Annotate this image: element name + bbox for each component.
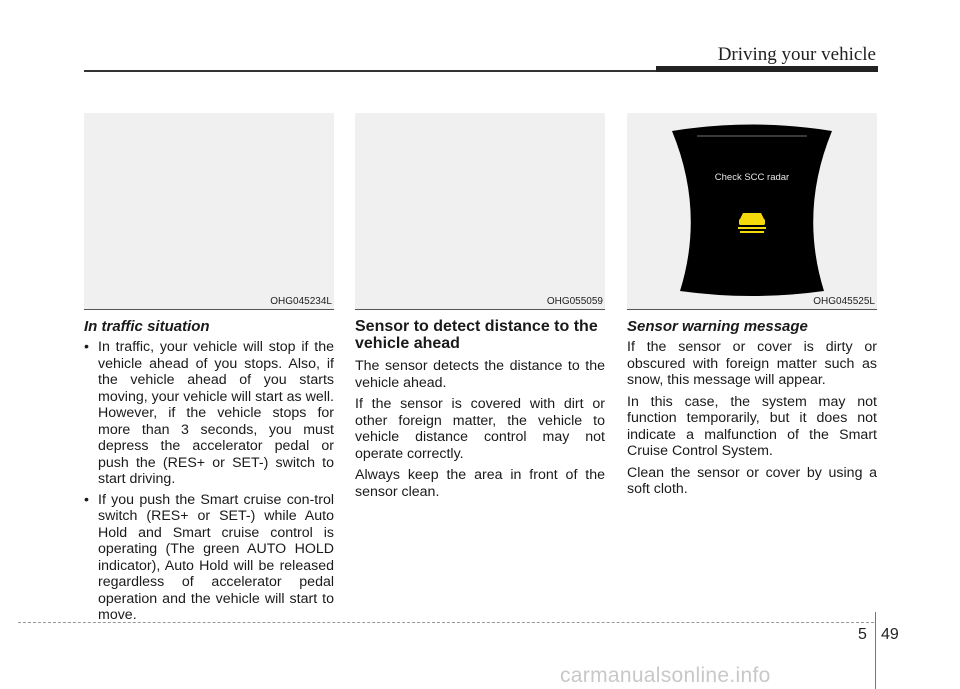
paragraph: If the sensor is covered with dirt or other foreign matter, the vehicle to vehicle distance control may not operate correctly.	[355, 396, 605, 462]
figure-rule	[627, 309, 877, 310]
column-traffic-situation	[84, 113, 334, 628]
bullet-icon: •	[84, 491, 89, 508]
footer-rule	[18, 622, 874, 623]
paragraph: If the sensor or cover is dirty or obscured with foreign matter such as snow, this message will appear.	[627, 339, 877, 388]
cluster-display-screen	[627, 113, 877, 309]
figure-traffic-illustration	[84, 113, 334, 309]
figure-rule	[84, 309, 334, 310]
display-message: Check SCC radar	[714, 172, 790, 183]
figure-cluster-display	[627, 113, 877, 309]
paragraph: In this case, the system may not function temporarily, but it does not indicate a malfunction of the Smart Cruise Control System.	[627, 393, 877, 459]
header-rule	[84, 70, 656, 72]
figure-sensor-illustration	[355, 113, 605, 309]
section-heading: Sensor to detect distance to the vehicle ahead	[355, 318, 598, 352]
footer-divider	[875, 612, 876, 689]
figure-code: OHG045525L	[813, 296, 875, 307]
bullet-list	[84, 339, 334, 624]
chapter-number: 5	[858, 626, 867, 643]
paragraph: Clean the sensor or cover by using a soft cloth.	[627, 464, 877, 497]
figure-rule	[355, 309, 605, 310]
figure-code: OHG055059	[546, 296, 603, 307]
page-header-title: Driving your vehicle	[717, 44, 876, 65]
page-number: 49	[881, 626, 899, 643]
paragraph: Always keep the area in front of the sensor clean.	[355, 467, 605, 500]
figure-code: OHG045234L	[270, 296, 332, 307]
section-heading: Sensor warning message	[627, 318, 808, 335]
header-rule-accent	[656, 66, 878, 72]
bullet-item: • If you push the Smart cruise con-trol switch (RES+ or SET-) while Auto Hold and Smart cruise control is operating (The green AUTO HOLD indicator), Auto Hold will be released regardless of accelerator pedal operation and the vehicle will start to move.	[84, 491, 334, 623]
watermark: carmanualsonline.info	[560, 664, 771, 687]
section-heading: In traffic situation	[84, 318, 210, 335]
bullet-icon: •	[84, 339, 89, 355]
column-sensor-warning	[627, 113, 877, 503]
bullet-item: • In traffic, your vehicle will stop if the vehicle ahead of you stops. Also, if the vehicle ahead of you starts moving, your vehicle will start as well. However, if the vehicle stops for more than 3 seconds, you must depress the accelerator pedal or push the (RES+ or SET-) switch to start driving.	[84, 339, 334, 487]
column-sensor-detect	[355, 113, 605, 505]
paragraph: The sensor detects the distance to the vehicle ahead.	[355, 358, 605, 391]
